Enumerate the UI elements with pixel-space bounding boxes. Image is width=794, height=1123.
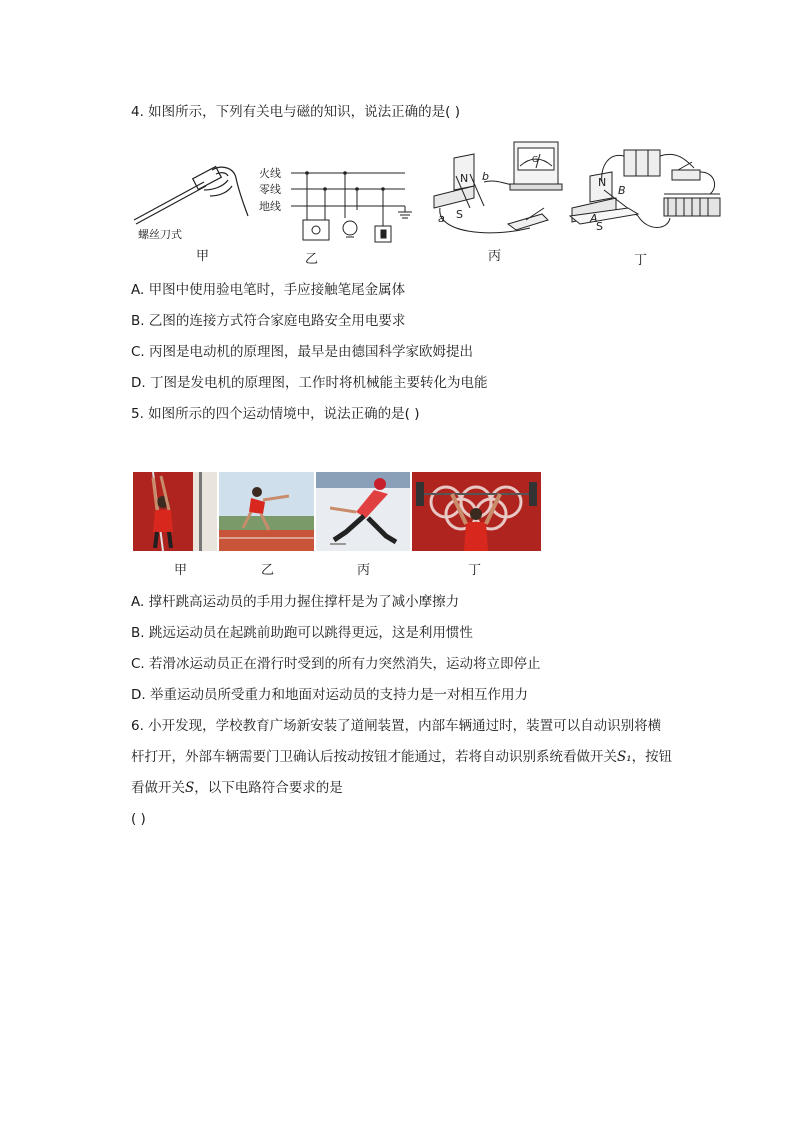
q4-option-d: D. 丁图是发电机的原理图，工作时将机械能主要转化为电能 — [131, 375, 488, 391]
caption-yi: 乙 — [305, 252, 319, 267]
figure-jia — [130, 160, 250, 240]
bing-point-b: b — [482, 170, 489, 183]
q4-option-b: B. 乙图的连接方式符合家庭电路安全用电要求 — [131, 313, 406, 329]
q6-line-3-end: ，以下电路符合要求的是 — [194, 780, 343, 796]
q6-line-2-end: ，按钮 — [631, 749, 673, 765]
switch-s1-symbol: S₁ — [617, 749, 632, 765]
caption-jia: 甲 — [196, 249, 210, 264]
pen-body — [134, 182, 204, 220]
hand-outline — [212, 167, 248, 216]
ding-point-a: A — [590, 212, 598, 225]
figure-yi — [255, 160, 425, 250]
switch-s-symbol: S — [185, 780, 195, 796]
switch — [672, 170, 700, 180]
figure-ding — [568, 142, 728, 242]
q6-line-3 — [131, 779, 343, 797]
photo-speed-skating — [316, 472, 410, 551]
screwdriver-label: 螺丝刀式 — [138, 228, 182, 240]
bing-point-a: a — [438, 212, 445, 225]
meter-label: G — [532, 155, 539, 164]
caption-photo-bing: 丙 — [357, 563, 371, 578]
q5-option-b: B. 跳远运动员在起跳前助跑可以跳得更远，这是利用惯性 — [131, 625, 473, 641]
neutral-wire-label: 零线 — [259, 183, 281, 196]
ding-pole-n: N — [598, 176, 607, 189]
q5-option-c: C. 若滑冰运动员正在滑行时受到的所有力突然消失，运动将立即停止 — [131, 656, 541, 672]
photo-pole-vault — [133, 472, 217, 551]
caption-photo-yi: 乙 — [261, 563, 275, 578]
q6-answer-bracket: ( ) — [131, 811, 146, 827]
live-wire-label: 火线 — [259, 167, 281, 180]
photo-weightlifting — [412, 472, 541, 551]
ding-pole-s: S — [596, 220, 603, 233]
q5-option-d: D. 举重运动员所受重力和地面对运动员的支持力是一对相互作用力 — [131, 687, 528, 703]
lamp — [343, 221, 357, 235]
q6-line-3-text: 看做开关 — [131, 780, 185, 796]
bing-pole-n: N — [460, 172, 469, 185]
q4-option-a: A. 甲图中使用验电笔时，手应接触笔尾金属体 — [131, 282, 406, 298]
bing-pole-s: S — [456, 208, 463, 221]
q6-line-2-text: 杆打开，外部车辆需要门卫确认后按动按钮才能通过，若将自动识别系统看做开关 — [131, 749, 617, 765]
ding-point-b: B — [618, 184, 626, 197]
q6-line-2 — [131, 748, 672, 766]
q5-stem: 5. 如图所示的四个运动情境中，说法正确的是( ) — [131, 406, 420, 422]
q4-stem: 4. 如图所示，下列有关电与磁的知识，说法正确的是( ) — [131, 104, 460, 120]
photo-long-jump — [219, 472, 314, 551]
caption-bing: 丙 — [488, 249, 502, 264]
q5-option-a: A. 撑杆跳高运动员的手用力握住撑杆是为了减小摩擦力 — [131, 594, 460, 610]
q4-option-c: C. 丙图是电动机的原理图，最早是由德国科学家欧姆提出 — [131, 344, 474, 360]
switch — [508, 214, 548, 230]
caption-photo-ding: 丁 — [468, 563, 482, 578]
ground-wire-label: 地线 — [259, 200, 281, 213]
q6-line-1: 6. 小开发现，学校教育广场新安装了道闸装置，内部车辆通过时，装置可以自动识别将横 — [131, 718, 662, 734]
figure-bing — [430, 138, 565, 243]
caption-photo-jia: 甲 — [174, 563, 188, 578]
socket — [303, 220, 329, 240]
caption-ding: 丁 — [634, 253, 648, 268]
battery — [624, 150, 660, 176]
